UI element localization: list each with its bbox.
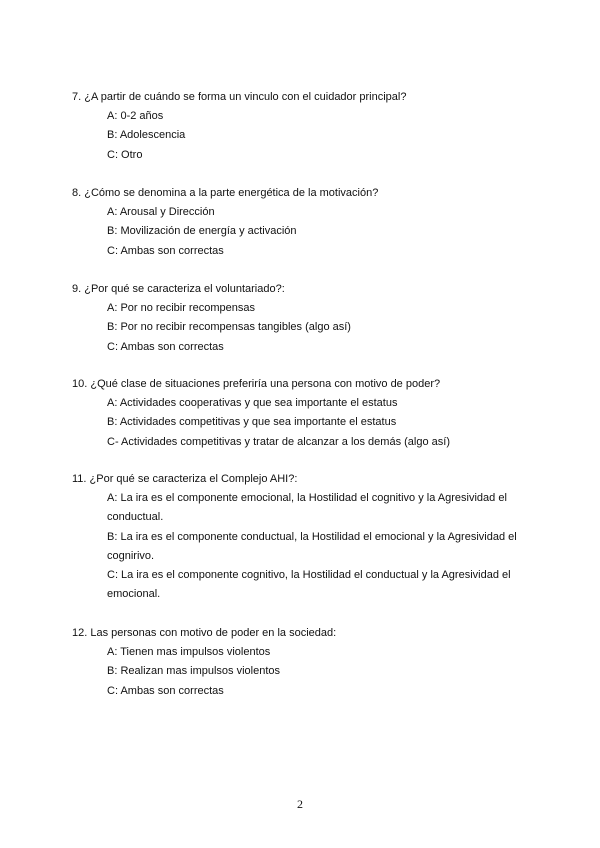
page-number: 2 <box>297 797 303 811</box>
option-c: C: Ambas son correctas <box>107 684 224 697</box>
question-text: 11. ¿Por qué se caracteriza el Complejo AHI?: <box>72 473 298 485</box>
options-list <box>107 299 542 357</box>
question-text: 8. ¿Cómo se denomina a la parte energética de la motivación? <box>72 187 379 199</box>
question-text: 9. ¿Por qué se caracteriza el voluntariado?: <box>72 283 285 295</box>
option-b: B: Realizan mas impulsos violentos <box>107 665 281 678</box>
option-b: B: La ira es el componente conductual, la Hostilidad el emocional y la Agresividad el cognirivo. <box>107 530 517 562</box>
option-a: A: 0-2 años <box>107 110 164 122</box>
question-text: 12. Las personas con motivo de poder en la sociedad: <box>72 627 337 639</box>
question-text: 10. ¿Qué clase de situaciones preferiría una persona con motivo de poder? <box>72 378 441 390</box>
options-list <box>107 643 542 701</box>
option-a: A: Arousal y Dirección <box>107 206 215 218</box>
option-a: A: La ira es el componente emocional, la Hostilidad el cognitivo y la Agresividad el conductual. <box>107 492 507 524</box>
question-text: 7. ¿A partir de cuándo se forma un vinculo con el cuidador principal? <box>72 91 407 103</box>
option-c: C: Otro <box>107 148 143 161</box>
option-a: A: Tienen mas impulsos violentos <box>107 646 271 658</box>
option-b: B: Adolescencia <box>107 129 186 142</box>
option-a: A: Actividades cooperativas y que sea importante el estatus <box>107 397 398 409</box>
question-11 <box>72 470 542 605</box>
options-list <box>107 203 542 261</box>
question-7 <box>72 88 542 165</box>
option-b: B: Por no recibir recompensas tangibles (algo así) <box>107 321 351 334</box>
option-c: C- Actividades competitivas y tratar de alcanzar a los demás (algo así) <box>107 435 450 448</box>
option-a: A: Por no recibir recompensas <box>107 302 255 314</box>
option-c: C: La ira es el componente cognitivo, la Hostilidad el conductual y la Agresividad el emocional. <box>107 569 511 601</box>
options-list <box>107 107 542 165</box>
question-12 <box>72 624 542 701</box>
option-b: B: Movilización de energía y activación <box>107 225 297 238</box>
question-8 <box>72 184 542 261</box>
options-list <box>107 489 542 605</box>
question-10 <box>72 375 542 452</box>
options-list <box>107 394 542 452</box>
option-c: C: Ambas son correctas <box>107 244 224 257</box>
option-c: C: Ambas son correctas <box>107 340 224 353</box>
question-9 <box>72 280 542 357</box>
option-b: B: Actividades competitivas y que sea importante el estatus <box>107 416 397 429</box>
